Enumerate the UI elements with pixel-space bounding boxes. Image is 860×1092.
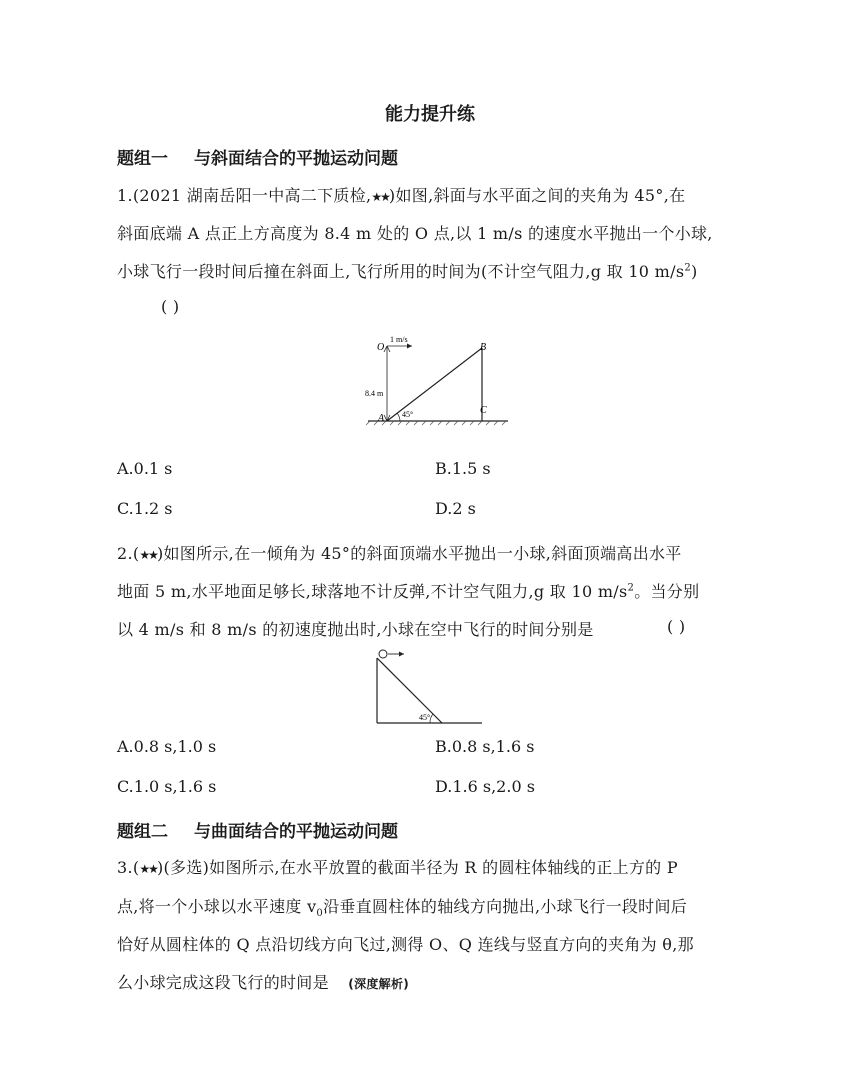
label-height: 8.4 m: [365, 389, 384, 398]
group2-label: 题组二: [117, 822, 168, 842]
q1-exponent: 2: [684, 262, 692, 274]
q1-source: 1.(2021 湖南岳阳一中高二下质检,: [117, 186, 372, 205]
q1-incline-figure: [360, 330, 510, 440]
label-O: O: [377, 342, 385, 353]
label-C: C: [480, 405, 487, 416]
q3-text-2b: 沿垂直圆柱体的轴线方向抛出,小球飞行一段时间后: [323, 897, 688, 916]
q2-exponent: 2: [627, 582, 635, 594]
group2-topic: 与曲面结合的平抛运动问题: [194, 822, 398, 842]
q2-option-a: A.0.8 s,1.0 s: [117, 737, 217, 756]
ball-icon: [379, 650, 387, 658]
q1-option-c: C.1.2 s: [117, 499, 173, 518]
q2-text-2: 地面 5 m,水平地面足够长,球落地不计反弹,不计空气阻力,g 取 10 m/s: [117, 582, 628, 601]
q3-text-4: 么小球完成这段飞行的时间是: [117, 973, 329, 992]
q2-answer-blank: ( ): [667, 617, 686, 636]
q3-text-2: 点,将一个小球以水平速度 v: [117, 897, 317, 916]
q1-answer-blank: ( ): [161, 297, 180, 316]
q1-line3: [117, 259, 698, 282]
q2-line2: [117, 579, 699, 602]
q1-option-b: B.1.5 s: [435, 459, 491, 478]
q3-line4: [117, 970, 409, 993]
label-B: B: [480, 342, 487, 353]
q1-text-1: )如图,斜面与水平面之间的夹角为 45°,在: [388, 186, 686, 205]
q3-line2: [117, 894, 687, 919]
q3-line3: 恰好从圆柱体的 Q 点沿切线方向飞过,测得 O、Q 连线与竖直方向的夹角为 θ,那: [117, 935, 694, 954]
angle-arc: [397, 413, 400, 421]
q2-incline-figure: [370, 644, 490, 730]
q3-number: 3.(: [117, 858, 140, 877]
q2-option-d: D.1.6 s,2.0 s: [435, 777, 535, 796]
q1-option-a: A.0.1 s: [117, 459, 173, 478]
label-angle: 45°: [419, 713, 431, 722]
label-velocity: 1 m/s: [390, 335, 408, 344]
label-A: A: [378, 413, 385, 424]
page-title: 能力提升练: [385, 104, 475, 125]
q1-option-d: D.2 s: [435, 499, 476, 518]
group1-heading: [117, 144, 398, 169]
q2-text-2b: 。当分别: [634, 582, 700, 601]
group1-label: 题组一: [117, 149, 168, 169]
deep-analysis-tag: (深度解析): [348, 977, 410, 991]
ground-hatching: [366, 421, 506, 425]
q1-line2: 斜面底端 A 点正上方高度为 8.4 m 处的 O 点,以 1 m/s 的速度水平抛出一个小球,: [117, 224, 713, 243]
q2-number: 2.(: [117, 544, 140, 563]
q3-text-1: )(多选)如图所示,在水平放置的截面半径为 R 的圆柱体轴线的正上方的 P: [156, 858, 678, 877]
q1-text-3b: ): [691, 262, 698, 281]
difficulty-stars-icon: ★★: [139, 548, 157, 562]
q1-line1: [117, 183, 685, 206]
angle-arc: [430, 714, 433, 723]
q2-text-3: 以 4 m/s 和 8 m/s 的初速度抛出时,小球在空中飞行的时间分别是: [117, 620, 594, 639]
q3-line1: [117, 855, 678, 878]
difficulty-stars-icon: ★★: [139, 862, 157, 876]
q2-text-1: )如图所示,在一倾角为 45°的斜面顶端水平抛出一小球,斜面顶端高出水平: [156, 544, 682, 563]
q2-line1: [117, 541, 682, 564]
incline-line: [377, 658, 442, 723]
q2-option-b: B.0.8 s,1.6 s: [435, 737, 535, 756]
q2-line3: [117, 617, 594, 640]
group1-topic: 与斜面结合的平抛运动问题: [194, 149, 398, 169]
velocity-arrowhead-icon: [399, 652, 404, 657]
q1-text-3: 小球飞行一段时间后撞在斜面上,飞行所用的时间为(不计空气阻力,g 取 10 m/s: [117, 262, 685, 281]
velocity-arrowhead-icon: [407, 344, 412, 349]
label-angle: 45°: [402, 410, 414, 419]
difficulty-stars-icon: ★★: [371, 190, 389, 204]
group2-heading: [117, 817, 398, 842]
q3-subscript: 0: [316, 908, 324, 920]
q2-option-c: C.1.0 s,1.6 s: [117, 777, 217, 796]
